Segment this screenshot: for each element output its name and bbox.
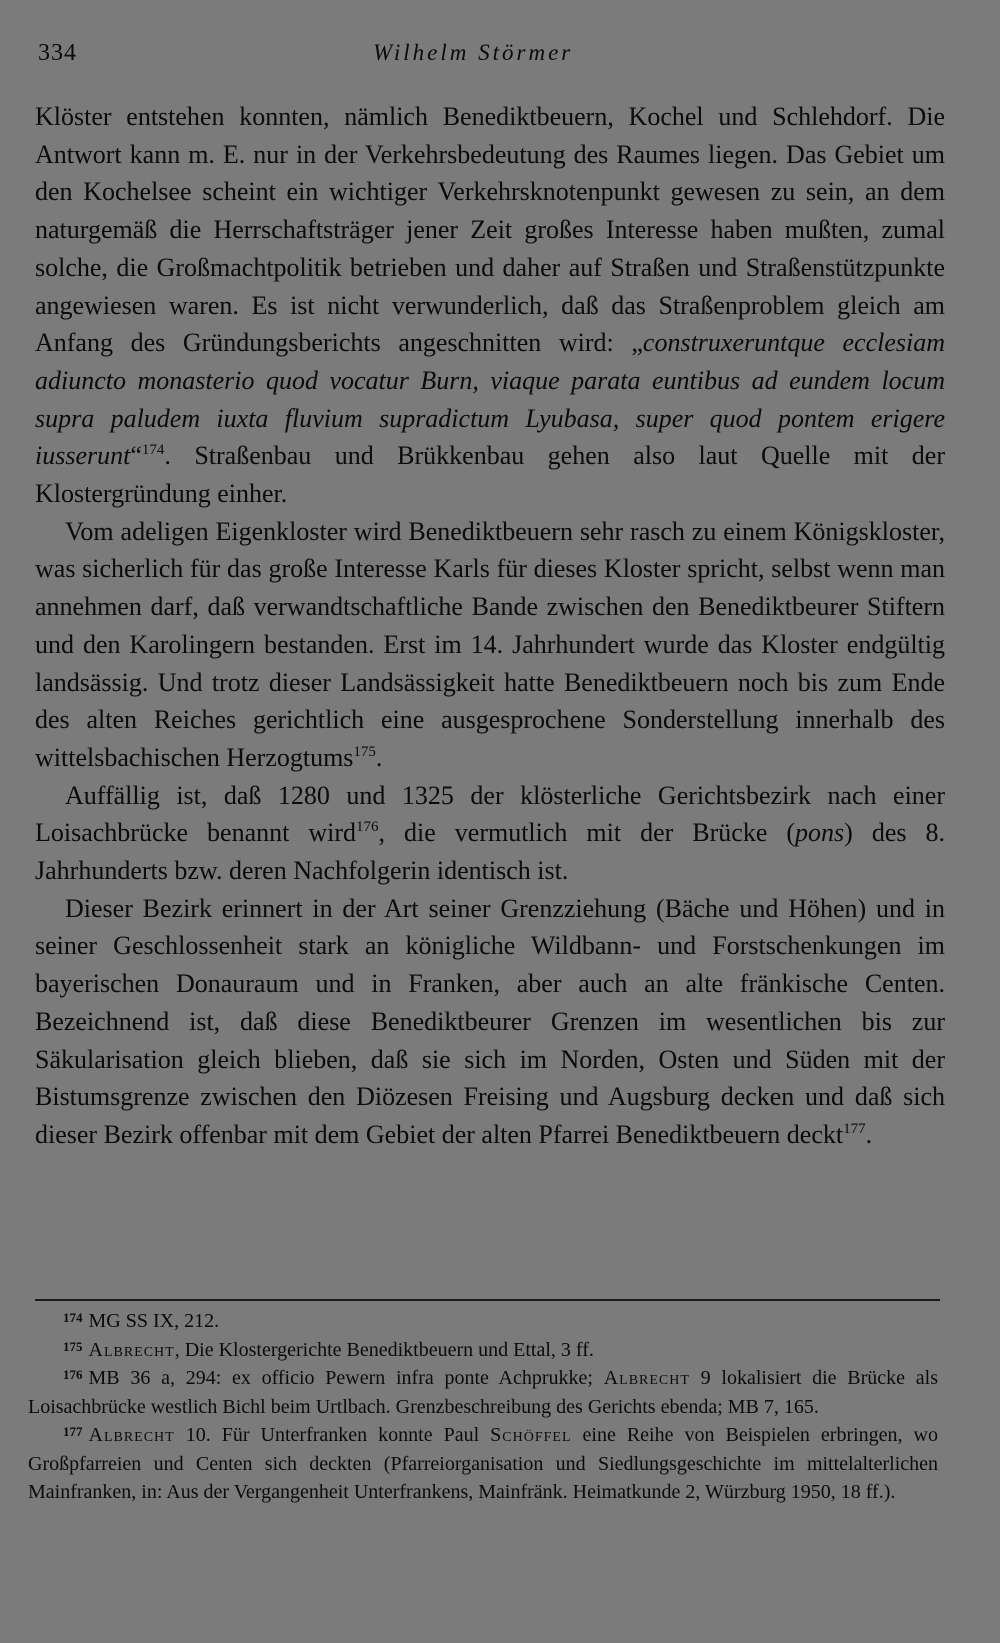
author-name: Schöffel xyxy=(490,1424,572,1446)
paragraph-text: . xyxy=(375,742,383,772)
paragraph-1 xyxy=(35,98,945,513)
footnote-176 xyxy=(28,1364,938,1421)
paragraph-text: . xyxy=(865,1119,873,1149)
paragraph-text: Klöster entstehen konnten, nämlich Benediktbeuern, Kochel und Schlehdorf. Die Antwort kann m. E. nur in der Verkehrsbedeutung des Raumes liegen. Das Gebiet um den Kochelsee scheint ein wichtiger Verkehrsknotenpunkt gewesen zu sein, an dem naturgemäß die Herrschaftsträger jener Zeit großes Interesse haben mußten, zumal solche, die Großmachtpolitik betrieben und daher auf Straßen und Straßenstützpunkte angewiesen waren. Es ist nicht verwunderlich, daß das Straßenproblem gleich am Anfang des Gründungsberichts angeschnitten wird: „ xyxy=(35,102,945,358)
paragraph-2 xyxy=(35,513,945,777)
body-text xyxy=(35,98,945,1154)
footnote-text: MG SS IX, 212. xyxy=(88,1310,220,1332)
footnote-divider xyxy=(35,1299,940,1301)
footnotes xyxy=(28,1307,938,1507)
footnote-ref-176[interactable]: 176 xyxy=(356,819,379,836)
footnote-text: 9 lokalisiert die Brücke als Loisachbrücke westlich Bichl beim Urtlbach. Grenzbeschreibung des Gerichts ebenda; MB 7, 165. xyxy=(28,1367,938,1418)
footnote-text: , Die Klostergerichte Benediktbeuern und Ettal, 3 ff. xyxy=(174,1338,594,1361)
paragraph-3 xyxy=(35,777,945,890)
paragraph-4 xyxy=(35,890,945,1154)
footnote-177 xyxy=(28,1421,938,1507)
footnote-text: 10. Für Unterfranken konnte Paul xyxy=(174,1424,491,1446)
footnote-174 xyxy=(28,1307,938,1336)
latin-quotation: construxeruntque ecclesiam adiuncto monasterio quod vocatur Burn, viaque parata euntibus ad eundem locum supra paludem iuxta fluvium supradictum Lyubasa, super quod pontem erigere iusserunt xyxy=(35,328,945,471)
footnote-number: 175 xyxy=(63,1338,83,1354)
paragraph-text: , die vermutlich mit der Brücke ( xyxy=(378,818,796,848)
page-header xyxy=(38,40,938,80)
paragraph-text: . Straßenbau und Brükkenbau gehen also laut Quelle mit der Klostergründung einher. xyxy=(35,441,945,509)
paragraph-text: Vom adeligen Eigenkloster wird Benediktbeuern sehr rasch zu einem Königskloster, was sicherlich für das große Interesse Karls für dieses Kloster spricht, selbst wenn man annehmen darf, daß verwandtschaftliche Bande zwischen den Benediktbeurer Stiftern und den Karolingern bestanden. Erst im 14. Jahrhundert wurde das Kloster endgültig landsässig. Und trotz dieser Landsässigkeit hatte Benediktbeuern noch bis zum Ende des alten Reiches gerichtlich eine ausgesprochene Sonderstellung innerhalb des wittelsbachischen Herzogtums xyxy=(35,516,945,772)
footnote-number: 176 xyxy=(63,1367,83,1382)
paragraph-text: Auffällig ist, daß 1280 und 1325 der klösterliche Gerichtsbezirk nach einer Loisachbrücke benannt wird xyxy=(35,780,945,848)
closing-quote: “ xyxy=(130,441,142,471)
running-head: Wilhelm Störmer xyxy=(373,40,574,65)
paragraph-text: ) des 8. Jahrhunderts bzw. deren Nachfolgerin identisch ist. xyxy=(35,818,945,886)
author-name: Albrecht xyxy=(603,1367,690,1389)
footnote-number: 174 xyxy=(63,1310,83,1325)
author-name: Albrecht xyxy=(88,1338,175,1361)
footnote-text: eine Reihe von Beispielen erbringen, wo Großpfarreien und Centen sich deckten (Pfarreiorganisation und Siedlungsgeschichte im mittelalterlichen Mainfranken, in: Aus der Vergangenheit Unterfrankens, Mainfränk. Heimatkunde 2, Würzburg 1950, 18 ff.). xyxy=(28,1424,938,1503)
footnote-text: MB 36 a, 294: ex officio Pewern infra ponte Achprukke; xyxy=(88,1367,604,1389)
paragraph-text: Dieser Bezirk erinnert in der Art seiner Grenzziehung (Bäche und Höhen) und in seiner Geschlossenheit stark an königliche Wildbann- und Forstschenkungen im bayerischen Donauraum und in Franken, aber auch an alte fränkische Centen. Bezeichnend ist, daß diese Benediktbeurer Grenzen im wesentlichen bis zur Säkularisation gleich blieben, daß sie sich im Norden, Osten und Süden mit der Bistumsgrenze zwischen den Diözesen Freising und Augsburg decken und daß sich dieser Bezirk offenbar mit dem Gebiet der alten Pfarrei Benediktbeuern deckt xyxy=(35,893,945,1149)
footnote-175 xyxy=(28,1336,938,1365)
italic-term: pons xyxy=(795,818,845,848)
footnote-ref-177[interactable]: 177 xyxy=(843,1120,866,1137)
footnote-ref-175[interactable]: 175 xyxy=(353,743,376,760)
footnote-number: 177 xyxy=(63,1424,83,1439)
page-number: 334 xyxy=(38,40,77,66)
author-name: Albrecht xyxy=(88,1424,175,1446)
footnote-ref-174[interactable]: 174 xyxy=(141,442,165,459)
